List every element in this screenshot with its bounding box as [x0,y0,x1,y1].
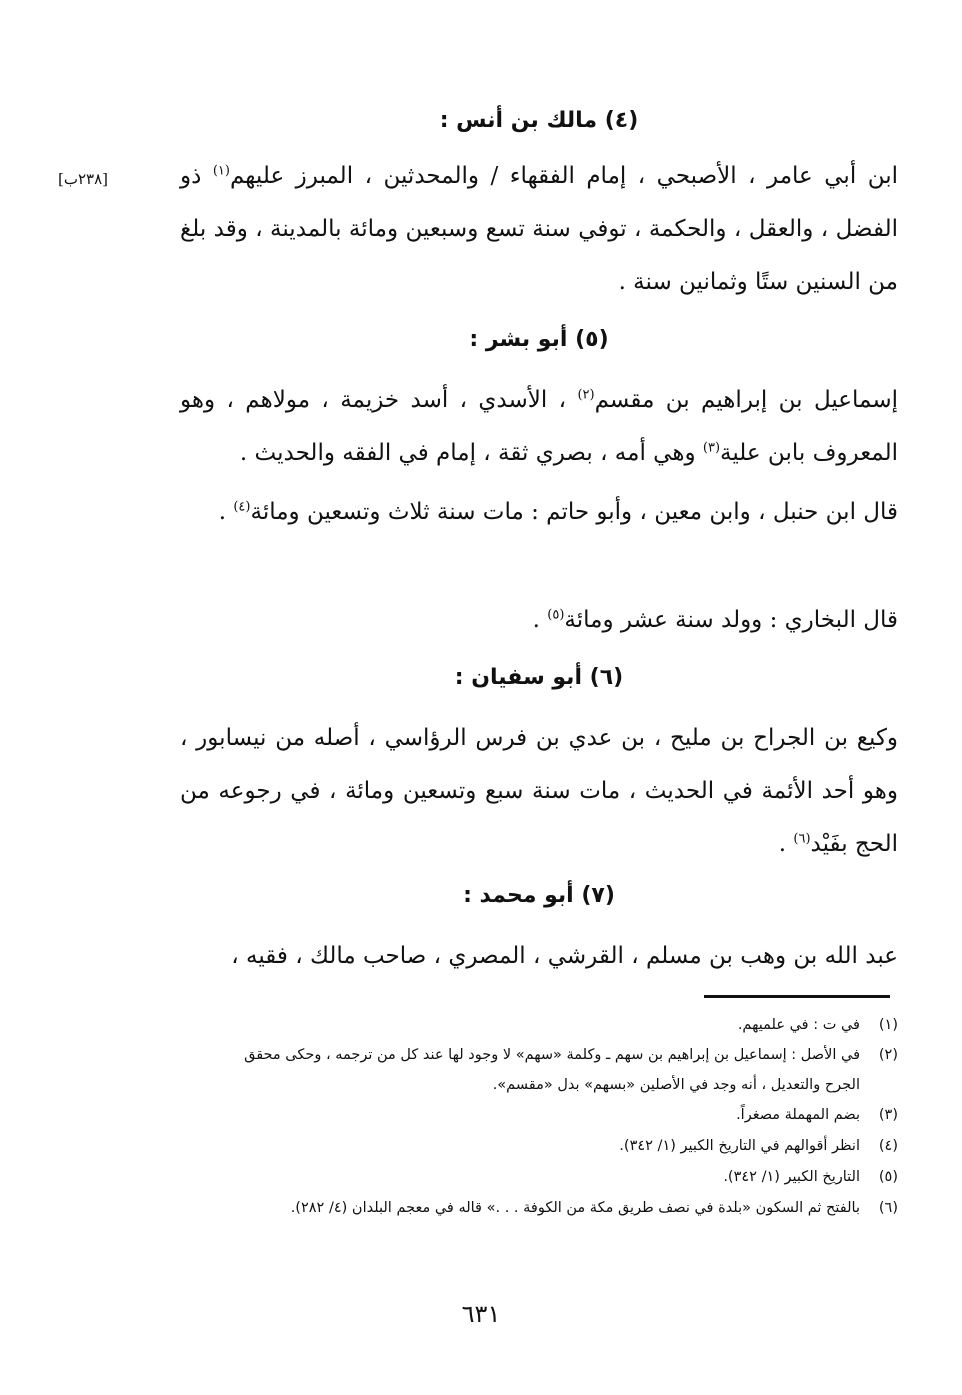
footnote-number: (٢) [878,1047,898,1063]
text: ذو الفضل ، والعقل ، والحكمة ، توفي سنة تسع وسبعين ومائة بالمدينة ، وقد بلغ من السنين ستًا وثمانين سنة . [180,163,898,295]
section-heading-abu-bishr: (٥) أبو بشر : [469,327,609,352]
footnote-separator [704,995,890,998]
footnote-3 [180,1100,898,1130]
text: ابن أبي عامر ، الأصبحي ، إمام الفقهاء / والمحدثين ، المبرز عليهم [229,163,898,189]
paragraph-ibn-wahb [180,930,898,983]
text: ، الأسدي ، أسد خزيمة ، مولاهم ، وهو المعروف بابن علية [180,387,898,466]
paragraph-ismail [180,374,898,480]
text: إسماعيل بن إبراهيم بن مقسم [594,387,898,413]
footnote-text: في الأصل : إسماعيل بن إبراهيم بن سهم ـ وكلمة «سهم» لا وجود لها عند كل من ترجمه ، وحكى محقق [244,1047,860,1063]
paragraph-death-date [180,486,898,539]
paragraph-bukhari [180,594,898,647]
footnote-ref: (٦) [793,831,811,847]
paragraph-waki [180,712,898,871]
section-heading-abu-muhammad: (٧) أبو محمد : [463,883,615,908]
footnote-number: (٤) [878,1138,898,1154]
section-heading-malik: (٤) مالك بن أنس : [439,108,639,133]
text: . [778,831,794,857]
text: وهي أمه ، بصري ثقة ، إمام في الفقه والحديث . [239,440,703,466]
footnote-ref: (٢) [577,387,595,403]
footnote-ref: (٤) [233,499,251,515]
text: . [218,499,234,525]
manuscript-folio-marker: [٢٣٨ب] [58,170,109,188]
footnote-number: (٦) [878,1200,898,1216]
footnote-text: بضم المهملة مصغراً. [736,1107,860,1123]
footnote-5 [180,1162,898,1192]
footnote-number: (٥) [878,1169,898,1185]
paragraph-malik [180,150,898,309]
footnote-text: في ت : في علميهم. [737,1017,860,1033]
text: عبد الله بن وهب بن مسلم ، القرشي ، المصري ، صاحب مالك ، فقيه ، [231,943,898,969]
footnote-ref: (٥) [547,607,565,623]
footnote-continuation: الجرح والتعديل ، أنه وجد في الأصلين «بسهم» بدل «مقسم». [492,1077,860,1093]
footnote-4 [180,1131,898,1161]
footnote-number: (١) [878,1017,898,1033]
footnote-1 [180,1010,898,1040]
page-number: ٦٣١ [461,1300,501,1328]
text: وكيع بن الجراح بن مليح ، بن عدي بن فرس الرؤاسي ، أصله من نيسابور ، وهو أحد الأئمة في الحديث ، مات سنة سبع وتسعين ومائة ، في رجوعه من الحج بفَيْد [180,725,898,857]
footnote-number: (٣) [878,1107,898,1123]
section-heading-abu-sufyan: (٦) أبو سفيان : [454,665,624,690]
footnote-text: انظر أقوالهم في التاريخ الكبير (١/ ٣٤٢). [619,1138,860,1154]
text: قال البخاري : وولد سنة عشر ومائة [564,607,898,633]
footnote-ref: (١) [212,163,230,179]
footnote-2 [180,1040,898,1100]
text: قال ابن حنبل ، وابن معين ، وأبو حاتم : مات سنة ثلاث وتسعين ومائة [250,499,898,525]
text: . [532,607,548,633]
footnote-text: بالفتح ثم السكون «بلدة في نصف طريق مكة من الكوفة . . .» قاله في معجم البلدان (٤/ ٢٨٢). [290,1200,860,1216]
footnote-6 [180,1193,898,1223]
footnote-ref: (٣) [702,440,721,456]
footnote-text: التاريخ الكبير (١/ ٣٤٢). [723,1169,860,1185]
